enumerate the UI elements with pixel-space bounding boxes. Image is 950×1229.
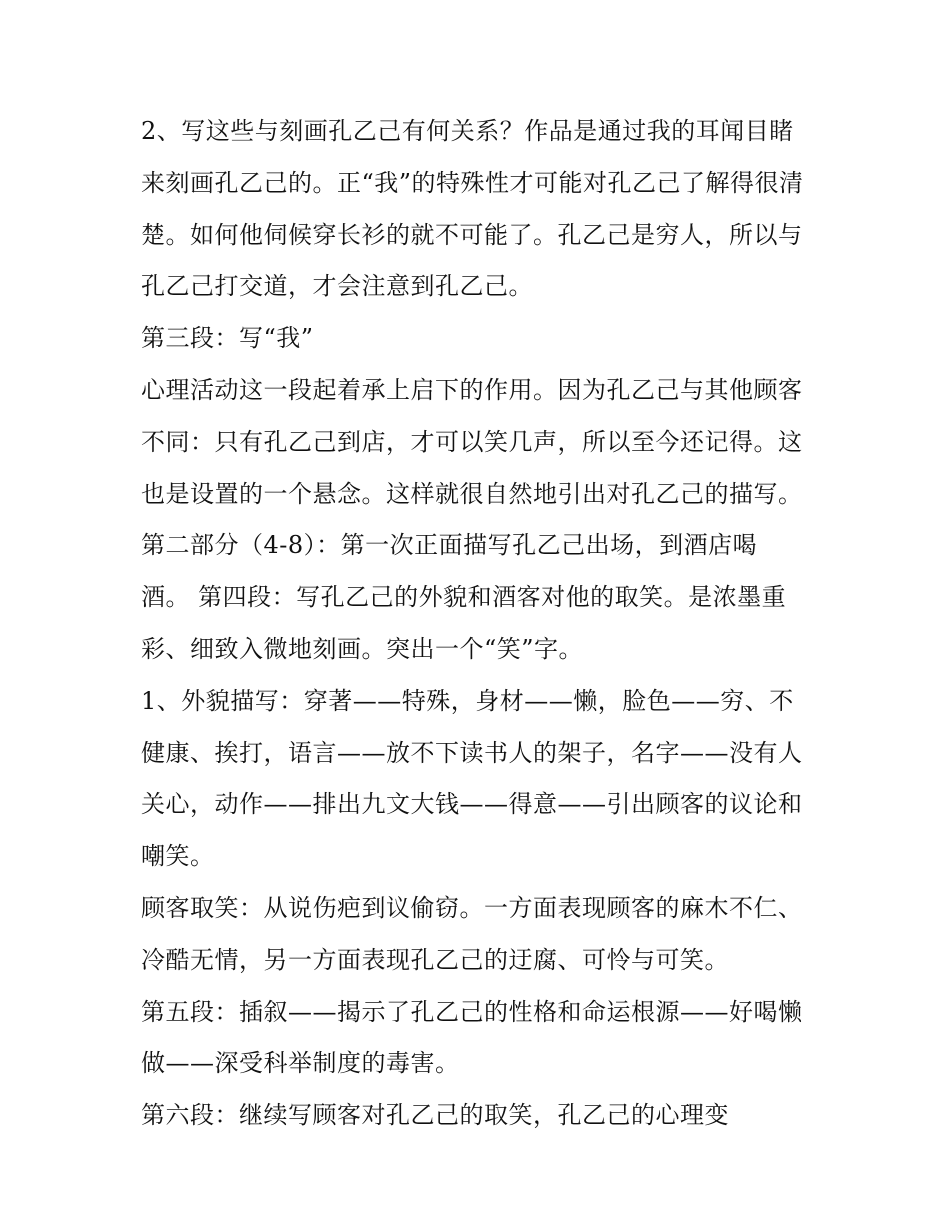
text-line: 也是设置的一个悬念。这样就很自然地引出对孔乙己的描写。 xyxy=(141,479,803,508)
text-line: 酒。 第四段：写孔乙己的外貌和酒客对他的取笑。是浓墨重 xyxy=(141,583,787,612)
text-line: 1、外貌描写：穿著——特殊，身材——懒，脸色——穷、不 xyxy=(141,686,794,715)
text-line: 来刻画孔乙己的。正“我”的特殊性才可能对孔乙己了解得很清 xyxy=(141,168,804,197)
text-line: 心理活动这一段起着承上启下的作用。因为孔乙己与其他顾客 xyxy=(141,375,803,404)
text-line: 楚。如何他伺候穿长衫的就不可能了。孔乙己是穷人，所以与 xyxy=(141,220,803,249)
text-line: 第二部分（4-8）：第一次正面描写孔乙己出场，到酒店喝 xyxy=(141,531,758,560)
section-heading: 第三段：写“我” xyxy=(141,324,314,353)
text-line: 顾客取笑：从说伤疤到议偷窃。一方面表现顾客的麻木不仁、 xyxy=(141,893,803,922)
text-line: 嘲笑。 xyxy=(141,842,215,871)
text-line: 2、写这些与刻画孔乙己有何关系？作品是通过我的耳闻目睹 xyxy=(141,117,794,145)
text-line: 做——深受科举制度的毒害。 xyxy=(141,1049,460,1078)
text-line: 关心，动作——排出九文大钱——得意——引出顾客的议论和 xyxy=(141,790,803,819)
text-line: 冷酷无情，另一方面表现孔乙己的迂腐、可怜与可笑。 xyxy=(141,945,729,974)
text-line: 不同：只有孔乙己到店，才可以笑几声，所以至今还记得。这 xyxy=(141,427,803,456)
text-line: 第五段：插叙——揭示了孔乙己的性格和命运根源——好喝懒 xyxy=(141,997,803,1026)
text-line: 健康、挨打，语言——放不下读书人的架子，名字——没有人 xyxy=(141,738,803,767)
text-line: 彩、细致入微地刻画。突出一个“笑”字。 xyxy=(141,634,584,663)
body-text xyxy=(141,106,841,1142)
text-line: 孔乙己打交道，才会注意到孔乙己。 xyxy=(141,272,533,301)
text-line: 第六段：继续写顾客对孔乙己的取笑，孔乙己的心理变 xyxy=(141,1101,729,1130)
